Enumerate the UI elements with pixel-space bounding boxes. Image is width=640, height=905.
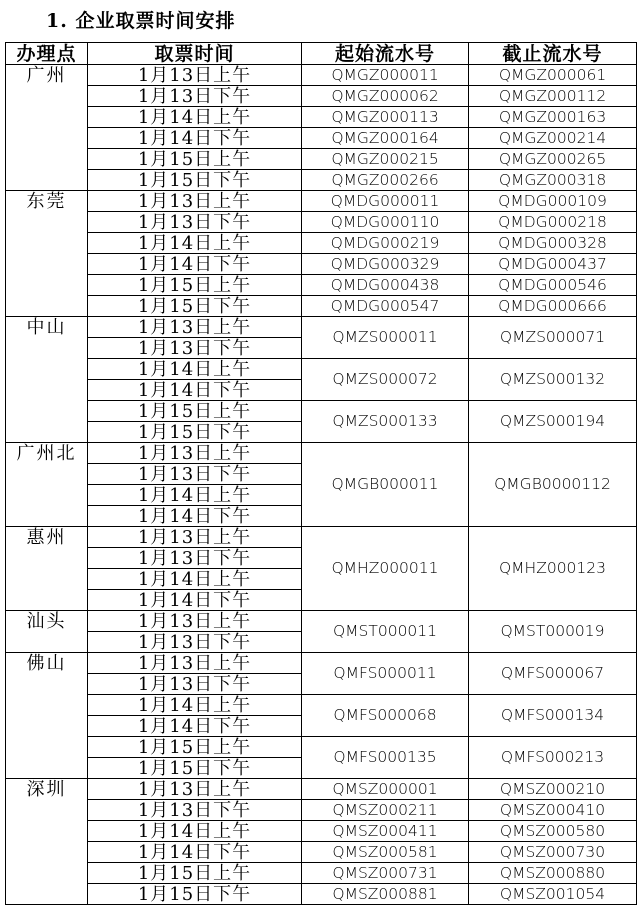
table-row bbox=[6, 170, 637, 191]
pickup-time-cell: 1月13日上午 bbox=[88, 527, 302, 548]
pickup-time-cell: 1月13日上午 bbox=[88, 653, 302, 674]
column-header-start-serial: 起始流水号 bbox=[302, 43, 469, 65]
end-serial-cell: QMGZ000112 bbox=[469, 86, 637, 107]
end-serial-cell: QMZS000071 bbox=[469, 317, 637, 359]
table-row bbox=[6, 695, 637, 716]
office-cell: 汕头 bbox=[6, 611, 88, 653]
start-serial-cell: QMFS000068 bbox=[302, 695, 469, 737]
pickup-time-cell: 1月13日下午 bbox=[88, 464, 302, 485]
start-serial-cell: QMZS000133 bbox=[302, 401, 469, 443]
start-serial-cell: QMHZ000011 bbox=[302, 527, 469, 611]
pickup-time-cell: 1月15日上午 bbox=[88, 275, 302, 296]
pickup-time-cell: 1月14日下午 bbox=[88, 716, 302, 737]
end-serial-cell: QMFS000213 bbox=[469, 737, 637, 779]
pickup-time-cell: 1月14日上午 bbox=[88, 695, 302, 716]
pickup-time-cell: 1月13日下午 bbox=[88, 800, 302, 821]
end-serial-cell: QMZS000194 bbox=[469, 401, 637, 443]
table-row bbox=[6, 86, 637, 107]
table-row bbox=[6, 863, 637, 884]
pickup-time-cell: 1月13日上午 bbox=[88, 779, 302, 800]
end-serial-cell: QMGZ000061 bbox=[469, 65, 637, 86]
end-serial-cell: QMDG000328 bbox=[469, 233, 637, 254]
end-serial-cell: QMGZ000265 bbox=[469, 149, 637, 170]
pickup-time-cell: 1月13日下午 bbox=[88, 212, 302, 233]
end-serial-cell: QMZS000132 bbox=[469, 359, 637, 401]
pickup-time-cell: 1月15日下午 bbox=[88, 884, 302, 905]
end-serial-cell: QMSZ000580 bbox=[469, 821, 637, 842]
pickup-time-cell: 1月13日上午 bbox=[88, 317, 302, 338]
end-serial-cell: QMSZ000210 bbox=[469, 779, 637, 800]
pickup-time-cell: 1月13日下午 bbox=[88, 632, 302, 653]
start-serial-cell: QMDG000110 bbox=[302, 212, 469, 233]
pickup-time-cell: 1月14日上午 bbox=[88, 821, 302, 842]
ticket-schedule-table bbox=[5, 42, 637, 905]
start-serial-cell: QMDG000438 bbox=[302, 275, 469, 296]
office-cell: 东莞 bbox=[6, 191, 88, 317]
start-serial-cell: QMFS000135 bbox=[302, 737, 469, 779]
end-serial-cell: QMDG000109 bbox=[469, 191, 637, 212]
pickup-time-cell: 1月13日下午 bbox=[88, 338, 302, 359]
end-serial-cell: QMSZ000730 bbox=[469, 842, 637, 863]
table-row bbox=[6, 149, 637, 170]
pickup-time-cell: 1月13日下午 bbox=[88, 674, 302, 695]
table-row bbox=[6, 443, 637, 464]
pickup-time-cell: 1月15日下午 bbox=[88, 422, 302, 443]
office-cell: 佛山 bbox=[6, 653, 88, 779]
table-row bbox=[6, 107, 637, 128]
pickup-time-cell: 1月14日下午 bbox=[88, 590, 302, 611]
table-body bbox=[6, 65, 637, 905]
start-serial-cell: QMGZ000215 bbox=[302, 149, 469, 170]
pickup-time-cell: 1月15日上午 bbox=[88, 149, 302, 170]
start-serial-cell: QMFS000011 bbox=[302, 653, 469, 695]
start-serial-cell: QMGB000011 bbox=[302, 443, 469, 527]
table-row bbox=[6, 401, 637, 422]
pickup-time-cell: 1月14日上午 bbox=[88, 359, 302, 380]
end-serial-cell: QMSZ000880 bbox=[469, 863, 637, 884]
end-serial-cell: QMDG000666 bbox=[469, 296, 637, 317]
pickup-time-cell: 1月14日下午 bbox=[88, 380, 302, 401]
table-row bbox=[6, 842, 637, 863]
pickup-time-cell: 1月14日上午 bbox=[88, 569, 302, 590]
pickup-time-cell: 1月14日下午 bbox=[88, 128, 302, 149]
pickup-time-cell: 1月15日下午 bbox=[88, 296, 302, 317]
office-cell: 广州 bbox=[6, 65, 88, 191]
office-cell: 广州北 bbox=[6, 443, 88, 527]
table-row bbox=[6, 611, 637, 632]
start-serial-cell: QMDG000011 bbox=[302, 191, 469, 212]
table-row bbox=[6, 359, 637, 380]
table-row bbox=[6, 212, 637, 233]
table-row bbox=[6, 737, 637, 758]
end-serial-cell: QMSZ000410 bbox=[469, 800, 637, 821]
table-row bbox=[6, 296, 637, 317]
table-row bbox=[6, 821, 637, 842]
section-heading: 1. 企业取票时间安排 bbox=[46, 10, 236, 32]
table-row bbox=[6, 317, 637, 338]
table-row bbox=[6, 275, 637, 296]
pickup-time-cell: 1月13日上午 bbox=[88, 443, 302, 464]
start-serial-cell: QMST000011 bbox=[302, 611, 469, 653]
pickup-time-cell: 1月14日上午 bbox=[88, 485, 302, 506]
end-serial-cell: QMDG000437 bbox=[469, 254, 637, 275]
pickup-time-cell: 1月15日上午 bbox=[88, 401, 302, 422]
pickup-time-cell: 1月13日下午 bbox=[88, 548, 302, 569]
pickup-time-cell: 1月15日上午 bbox=[88, 863, 302, 884]
pickup-time-cell: 1月14日上午 bbox=[88, 107, 302, 128]
end-serial-cell: QMGZ000214 bbox=[469, 128, 637, 149]
table-row bbox=[6, 779, 637, 800]
end-serial-cell: QMST000019 bbox=[469, 611, 637, 653]
start-serial-cell: QMSZ000411 bbox=[302, 821, 469, 842]
pickup-time-cell: 1月15日下午 bbox=[88, 170, 302, 191]
pickup-time-cell: 1月15日上午 bbox=[88, 737, 302, 758]
end-serial-cell: QMSZ001054 bbox=[469, 884, 637, 905]
column-header-pickup-time: 取票时间 bbox=[88, 43, 302, 65]
start-serial-cell: QMSZ000581 bbox=[302, 842, 469, 863]
pickup-time-cell: 1月14日下午 bbox=[88, 506, 302, 527]
end-serial-cell: QMFS000067 bbox=[469, 653, 637, 695]
start-serial-cell: QMDG000329 bbox=[302, 254, 469, 275]
column-header-office: 办理点 bbox=[6, 43, 88, 65]
end-serial-cell: QMHZ000123 bbox=[469, 527, 637, 611]
end-serial-cell: QMDG000218 bbox=[469, 212, 637, 233]
pickup-time-cell: 1月13日上午 bbox=[88, 611, 302, 632]
table-row bbox=[6, 254, 637, 275]
start-serial-cell: QMGZ000113 bbox=[302, 107, 469, 128]
end-serial-cell: QMGZ000163 bbox=[469, 107, 637, 128]
column-header-end-serial: 截止流水号 bbox=[469, 43, 637, 65]
end-serial-cell: QMGB0000112 bbox=[469, 443, 637, 527]
table-row bbox=[6, 884, 637, 905]
pickup-time-cell: 1月15日下午 bbox=[88, 758, 302, 779]
start-serial-cell: QMGZ000062 bbox=[302, 86, 469, 107]
start-serial-cell: QMDG000547 bbox=[302, 296, 469, 317]
table-row bbox=[6, 65, 637, 86]
end-serial-cell: QMDG000546 bbox=[469, 275, 637, 296]
pickup-time-cell: 1月14日下午 bbox=[88, 842, 302, 863]
table-row bbox=[6, 191, 637, 212]
start-serial-cell: QMSZ000881 bbox=[302, 884, 469, 905]
pickup-time-cell: 1月14日上午 bbox=[88, 233, 302, 254]
table-header-row bbox=[6, 43, 637, 65]
pickup-time-cell: 1月13日上午 bbox=[88, 191, 302, 212]
start-serial-cell: QMSZ000731 bbox=[302, 863, 469, 884]
table-row bbox=[6, 527, 637, 548]
end-serial-cell: QMGZ000318 bbox=[469, 170, 637, 191]
start-serial-cell: QMGZ000266 bbox=[302, 170, 469, 191]
pickup-time-cell: 1月13日下午 bbox=[88, 86, 302, 107]
start-serial-cell: QMGZ000011 bbox=[302, 65, 469, 86]
office-cell: 惠州 bbox=[6, 527, 88, 611]
end-serial-cell: QMFS000134 bbox=[469, 695, 637, 737]
pickup-time-cell: 1月13日上午 bbox=[88, 65, 302, 86]
pickup-time-cell: 1月14日下午 bbox=[88, 254, 302, 275]
start-serial-cell: QMSZ000001 bbox=[302, 779, 469, 800]
start-serial-cell: QMSZ000211 bbox=[302, 800, 469, 821]
start-serial-cell: QMZS000011 bbox=[302, 317, 469, 359]
table-row bbox=[6, 653, 637, 674]
office-cell: 中山 bbox=[6, 317, 88, 443]
start-serial-cell: QMZS000072 bbox=[302, 359, 469, 401]
table-row bbox=[6, 128, 637, 149]
table-row bbox=[6, 800, 637, 821]
start-serial-cell: QMDG000219 bbox=[302, 233, 469, 254]
table-row bbox=[6, 233, 637, 254]
office-cell: 深圳 bbox=[6, 779, 88, 905]
start-serial-cell: QMGZ000164 bbox=[302, 128, 469, 149]
